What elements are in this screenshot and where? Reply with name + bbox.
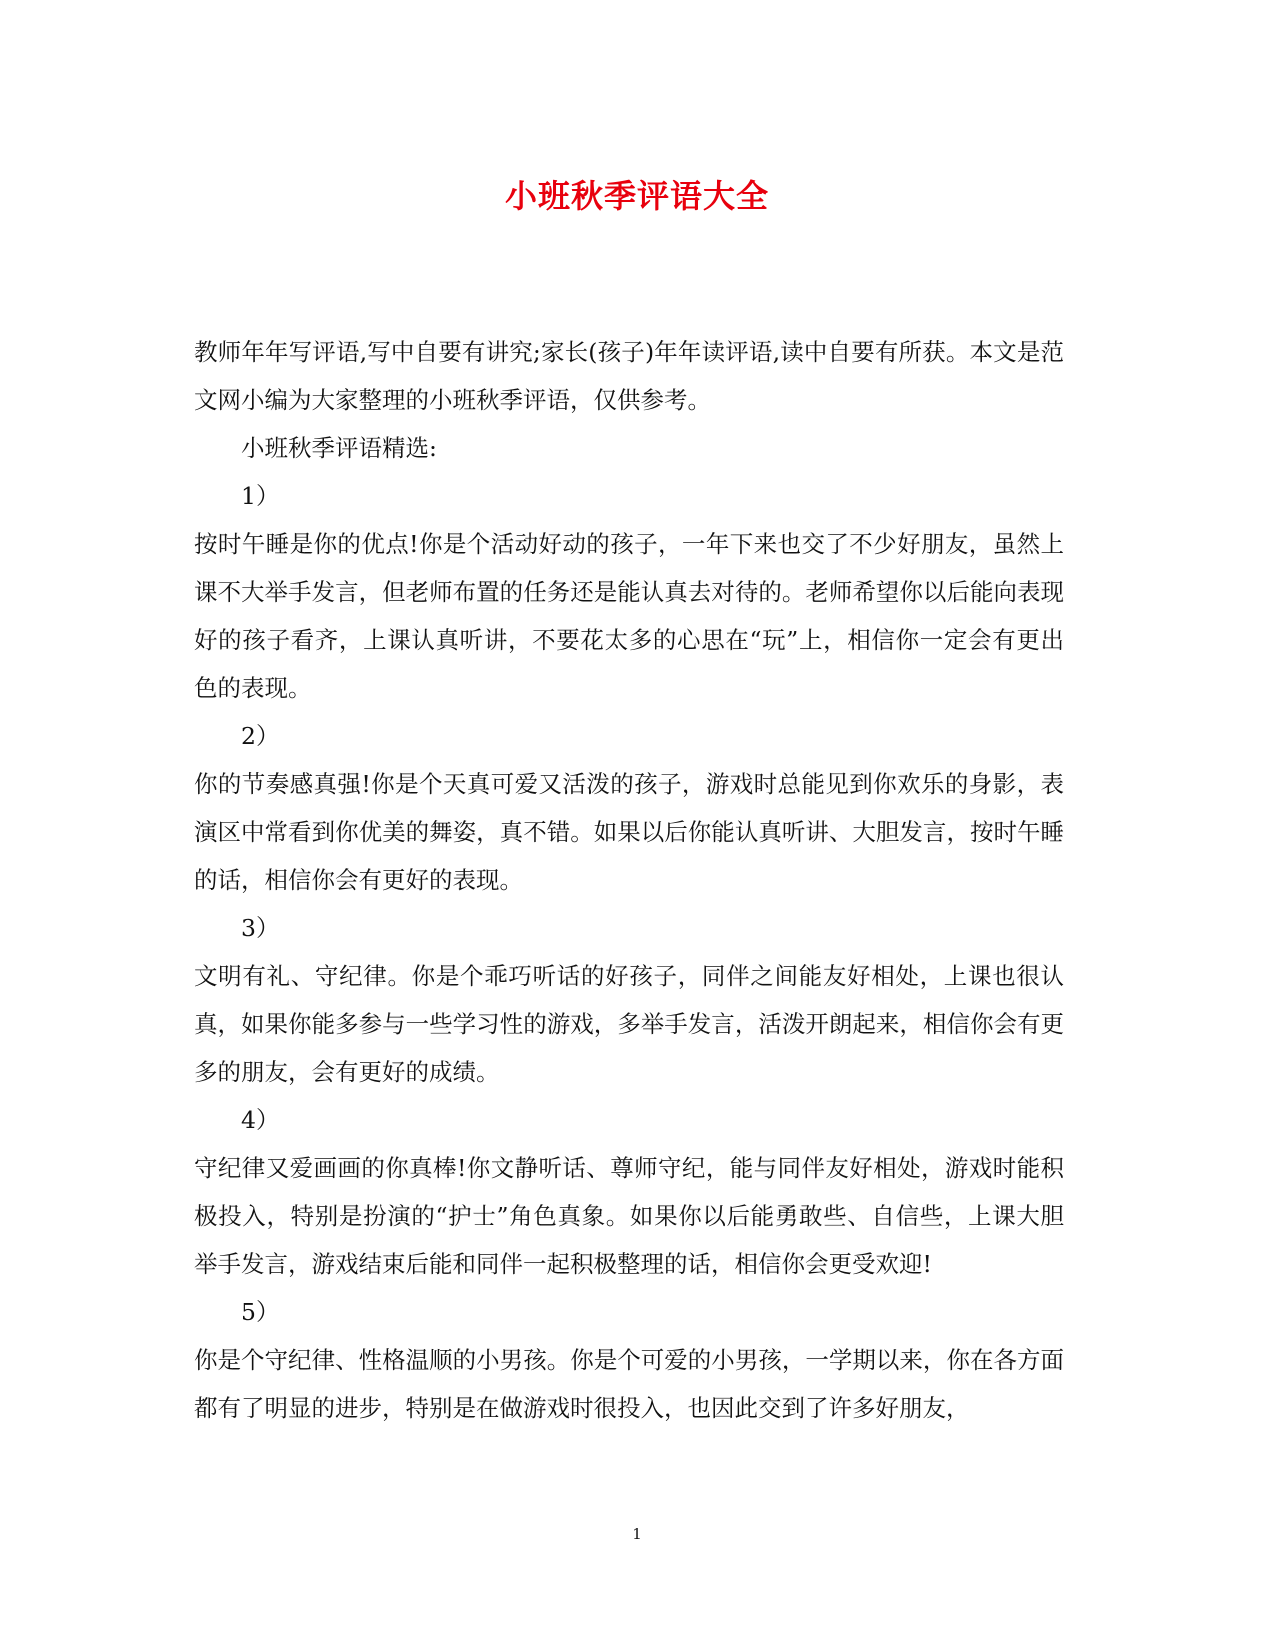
paragraph: 按时午睡是你的优点!你是个活动好动的孩子，一年下来也交了不少好朋友，虽然上课不大举手发言，但老师布置的任务还是能认真去对待的。老师希望你以后能向表现好的孩子看齐，上课认真听讲，不要花太多的心思在“玩”上，相信你一定会有更出色的表现。 [194, 530, 1064, 702]
paragraph: 4） [241, 1106, 280, 1134]
paragraph: 你的节奏感真强!你是个天真可爱又活泼的孩子，游戏时总能见到你欢乐的身影，表演区中常看到你优美的舞姿，真不错。如果以后你能认真听讲、大胆发言，按时午睡的话，相信你会有更好的表现。 [194, 770, 1064, 894]
paragraph: 教师年年写评语,写中自要有讲究;家长(孩子)年年读评语,读中自要有所获。本文是范文网小编为大家整理的小班秋季评语，仅供参考。 [194, 338, 1064, 414]
paragraph: 3） [241, 914, 280, 942]
paragraph: 小班秋季评语精选: [241, 434, 437, 462]
paragraph: 1） [241, 482, 280, 510]
document-title: 小班秋季评语大全 [504, 177, 769, 215]
document-body [194, 328, 1064, 1432]
paragraph: 守纪律又爱画画的你真棒!你文静听话、尊师守纪，能与同伴友好相处，游戏时能积极投入，特别是扮演的“护士”角色真象。如果你以后能勇敢些、自信些，上课大胆举手发言，游戏结束后能和同伴一起积极整理的话，相信你会更受欢迎! [194, 1154, 1064, 1278]
page-number: 1 [632, 1525, 642, 1543]
paragraph: 你是个守纪律、性格温顺的小男孩。你是个可爱的小男孩，一学期以来，你在各方面都有了明显的进步，特别是在做游戏时很投入，也因此交到了许多好朋友， [194, 1346, 1064, 1422]
paragraph: 5） [241, 1298, 280, 1326]
paragraph: 2） [241, 722, 280, 750]
paragraph: 文明有礼、守纪律。你是个乖巧听话的好孩子，同伴之间能友好相处，上课也很认真，如果你能多参与一些学习性的游戏，多举手发言，活泼开朗起来，相信你会有更多的朋友，会有更好的成绩。 [194, 962, 1064, 1086]
